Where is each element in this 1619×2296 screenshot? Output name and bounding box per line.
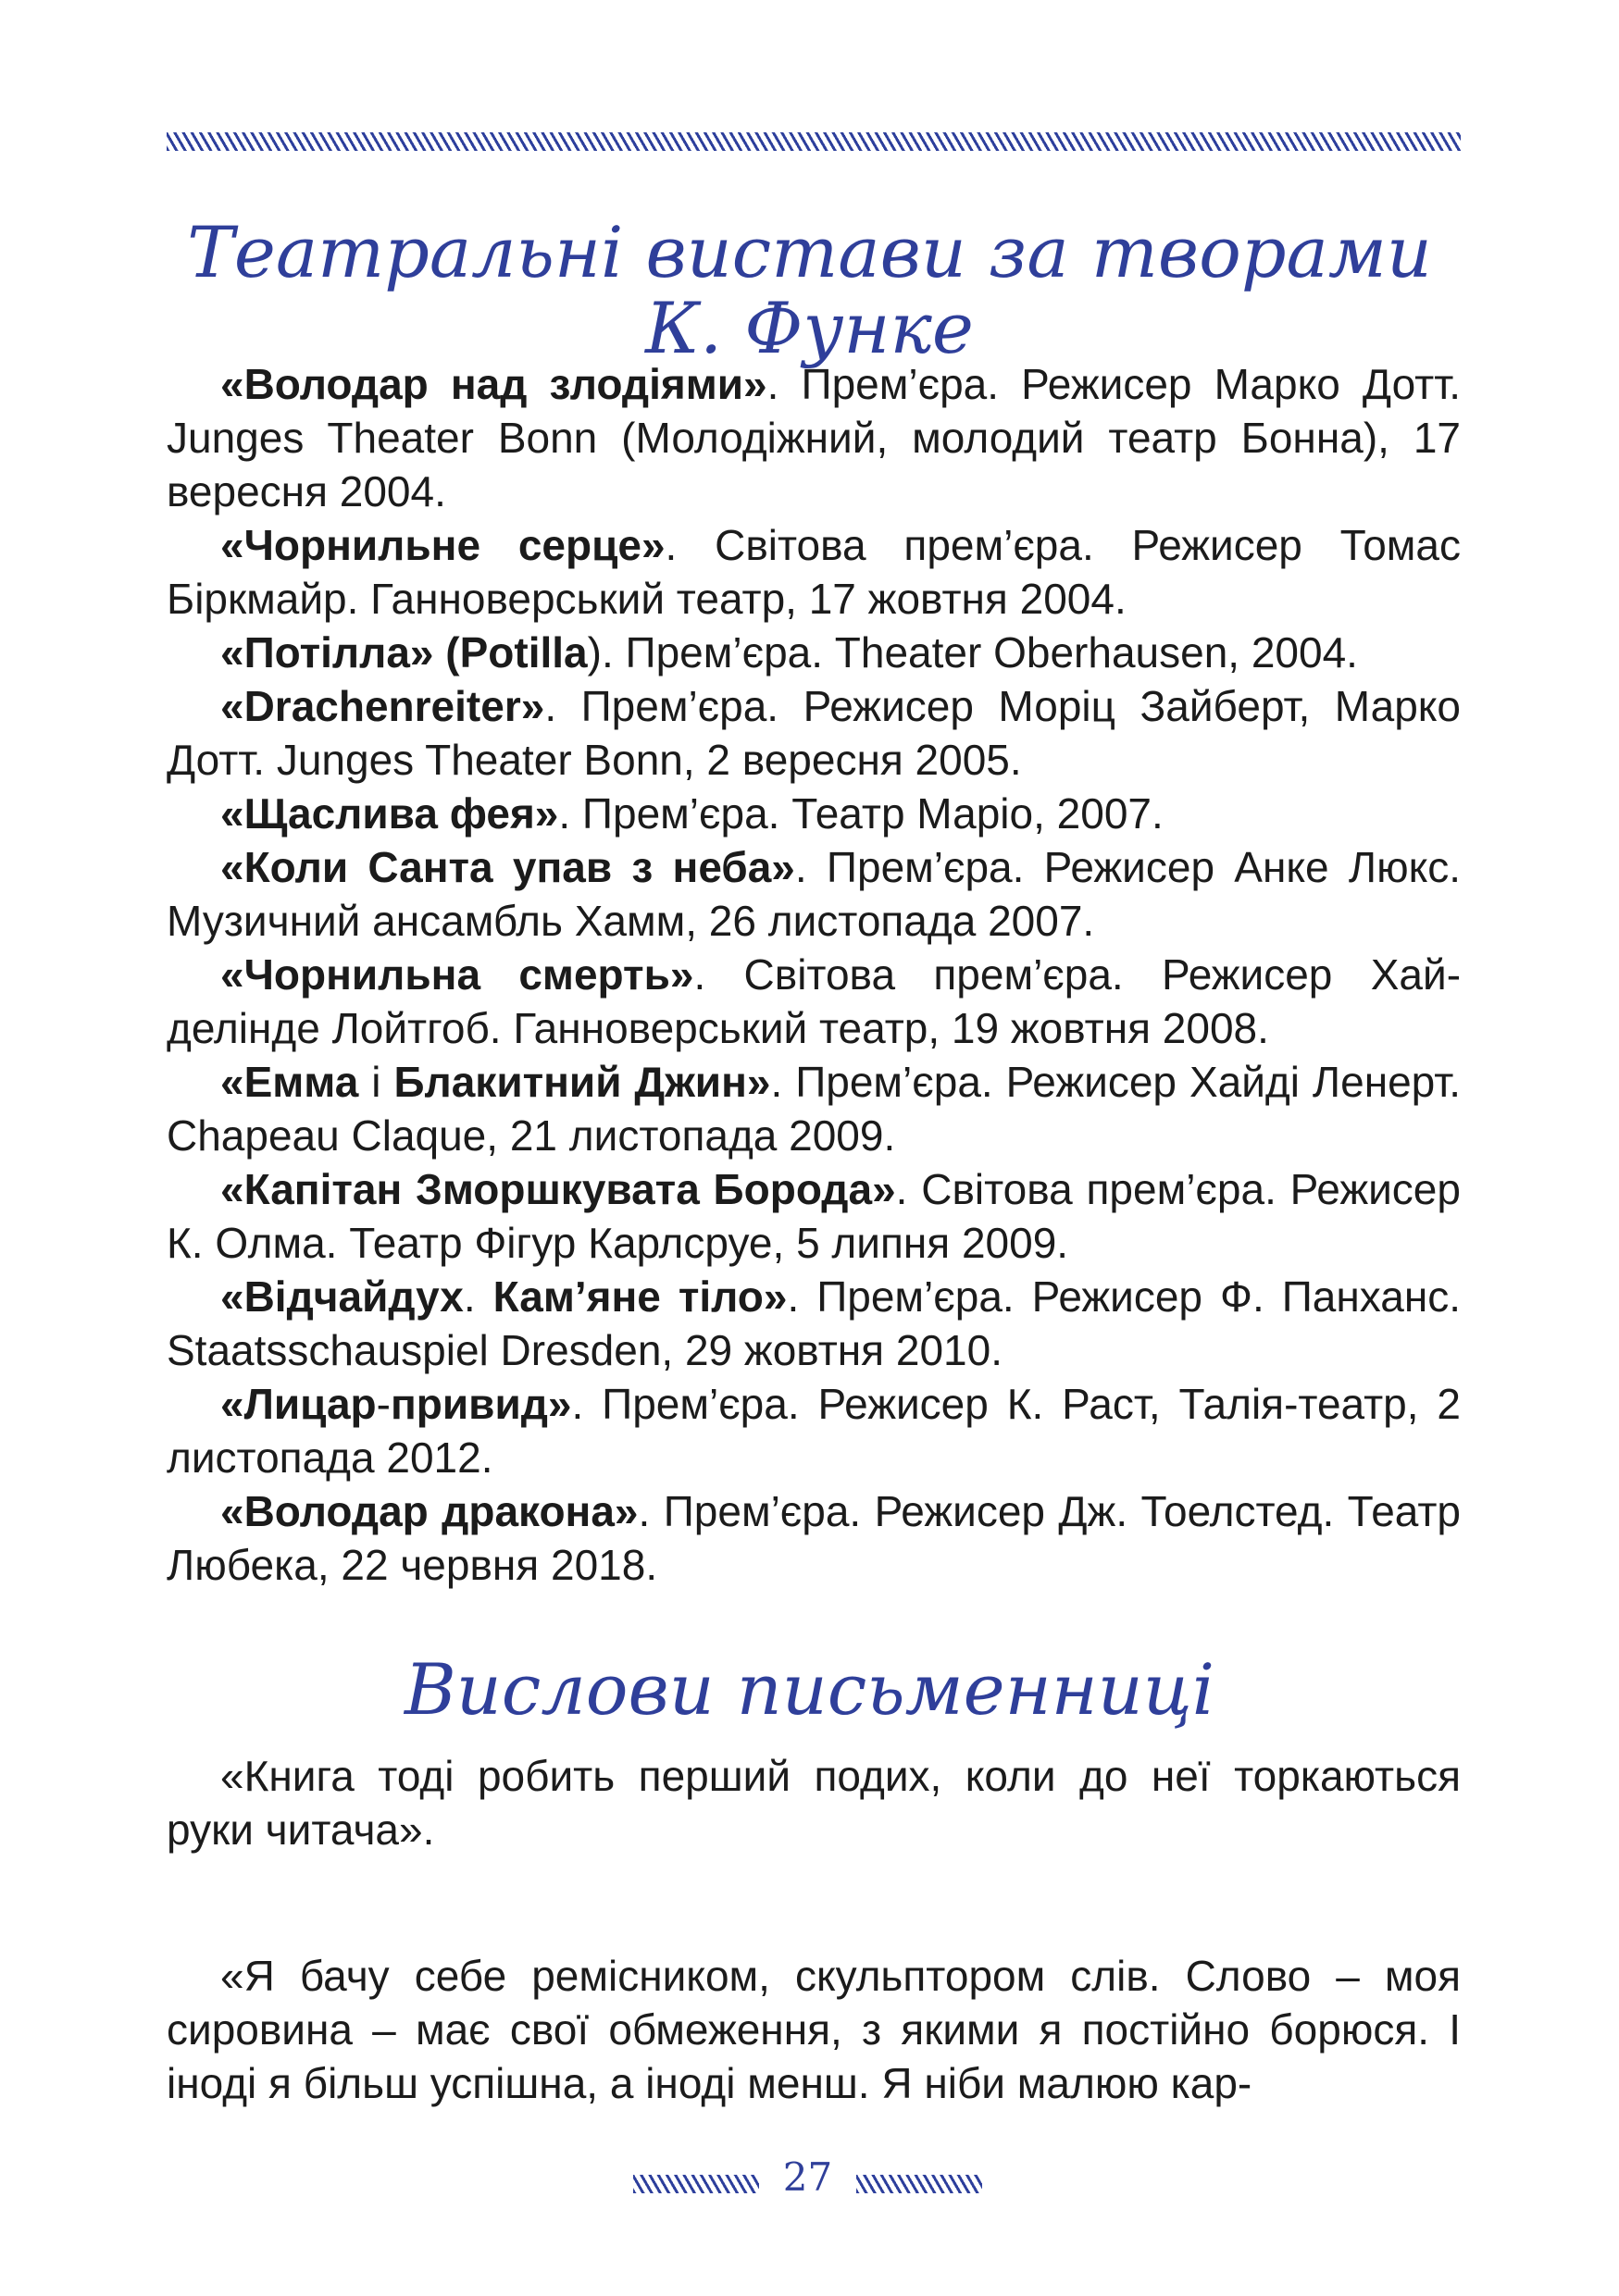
entry-text: ). Прем’єра. Theater Oberhausen, 2004. <box>587 628 1358 676</box>
entry-title: «Капітан Зморшкувата Борода» <box>220 1165 896 1213</box>
top-decorative-rule <box>167 132 1461 151</box>
page-number: 27 <box>782 2154 833 2200</box>
entry-connector: . <box>463 1272 493 1321</box>
entry-paragraph <box>167 1484 1461 1592</box>
entry-text: . Прем’єра. Режисер Анке Люкс. Музичний ансамбль Хамм, 26 листопада 2007. <box>167 843 1461 945</box>
heading-line-1: Театральні вистави за творами <box>187 211 1432 293</box>
paragraph-gap <box>167 1856 1461 1949</box>
entry-title: «Лицар <box>220 1380 377 1428</box>
section-heading-theatre <box>0 211 1619 369</box>
entry-title-2: Блакитний Джин» <box>393 1058 771 1106</box>
entry-text: . Світова прем’єра. Режисер Хайделінде Лойтгоб. Ганноверський театр, 19 жовтня 2008. <box>167 950 1462 1052</box>
entry-title-2: Кам’яне тіло» <box>492 1272 788 1321</box>
entry-text: . Прем’єра. Режисер К. Раст, Талія-театр, 2 листопада 2012. <box>167 1380 1461 1482</box>
entry-paragraph <box>167 626 1461 679</box>
entry-connector: - <box>376 1380 391 1428</box>
footer-right-rule <box>856 2175 982 2193</box>
entry-paragraph <box>167 518 1461 626</box>
entry-text: . Прем’єра. Режисер Ф. Панханс. Staatsschauspiel Dresden, 29 жовтня 2010. <box>167 1272 1462 1374</box>
entry-title-2: привид» <box>391 1380 572 1428</box>
quote-paragraph: «Книга тоді робить перший подих, коли до неї торкаються руки читача». <box>167 1752 1461 1854</box>
quotes-list <box>167 1749 1461 2110</box>
entry-connector: і <box>358 1058 394 1106</box>
entry-title: «Володар над злодіями» <box>220 360 767 408</box>
entry-text: . Світова прем’єра. Режисер Томас Біркмайр. Ганноверський театр, 17 жовтня 2004. <box>167 521 1461 623</box>
entry-paragraph <box>167 948 1461 1055</box>
section-heading-quotes: Вислови письменниці <box>404 1648 1215 1731</box>
entry-title: «Коли Санта упав з неба» <box>220 843 795 891</box>
quote-paragraph: «Я бачу себе ремісником, скульптором слів. Слово – моя сировина – має свої обмеження, з якими я постійно борюся. І іноді я більш успішна, а іноді менш. Я ніби малюю кар- <box>167 1952 1461 2107</box>
entry-title: «Володар дракона» <box>220 1487 639 1535</box>
entry-text: . Світова прем’єра. Режисер К. Олма. Театр Фігур Карлсруе, 5 липня 2009. <box>167 1165 1461 1267</box>
entry-text: . Прем’єра. Режисер Марко Дотт. Junges Theater Bonn (Молодіжний, молодий театр Бонна), 17 вересня 2004. <box>167 360 1461 515</box>
theatre-entries-list <box>167 357 1461 1592</box>
entry-title: «Емма <box>220 1058 359 1106</box>
entry-title: «Потілла» (Potilla <box>220 628 588 676</box>
entry-paragraph <box>167 1377 1461 1484</box>
entry-text: . Прем’єра. Театр Маріо, 2007. <box>558 789 1164 838</box>
entry-paragraph <box>167 679 1461 787</box>
entry-title: «Чорнильне серце» <box>220 521 666 569</box>
entry-paragraph <box>167 840 1461 948</box>
entry-paragraph <box>167 787 1461 840</box>
entry-paragraph <box>167 1162 1461 1270</box>
entry-paragraph <box>167 1055 1461 1162</box>
entry-text: . Прем’єра. Режисер Хайді Ленерт. Chapeau Claque, 21 листопада 2009. <box>167 1058 1461 1160</box>
entry-title: «Щаслива фея» <box>220 789 559 838</box>
entry-title: «Drachenreiter» <box>220 682 545 730</box>
entry-paragraph <box>167 1270 1461 1377</box>
entry-title: «Чорнильна смерть» <box>220 950 694 999</box>
entry-text: . Прем’єра. Режисер Дж. Тоелстед. Театр Любека, 22 червня 2018. <box>167 1487 1461 1589</box>
entry-text: . Прем’єра. Режисер Моріц Зайберт, Марко Дотт. Junges Theater Bonn, 2 вересня 2005. <box>167 682 1461 784</box>
entry-paragraph <box>167 357 1461 518</box>
footer-left-rule <box>633 2175 759 2193</box>
heading-line-2: К. Функе <box>645 287 974 369</box>
entry-title: «Відчайдух <box>220 1272 464 1321</box>
